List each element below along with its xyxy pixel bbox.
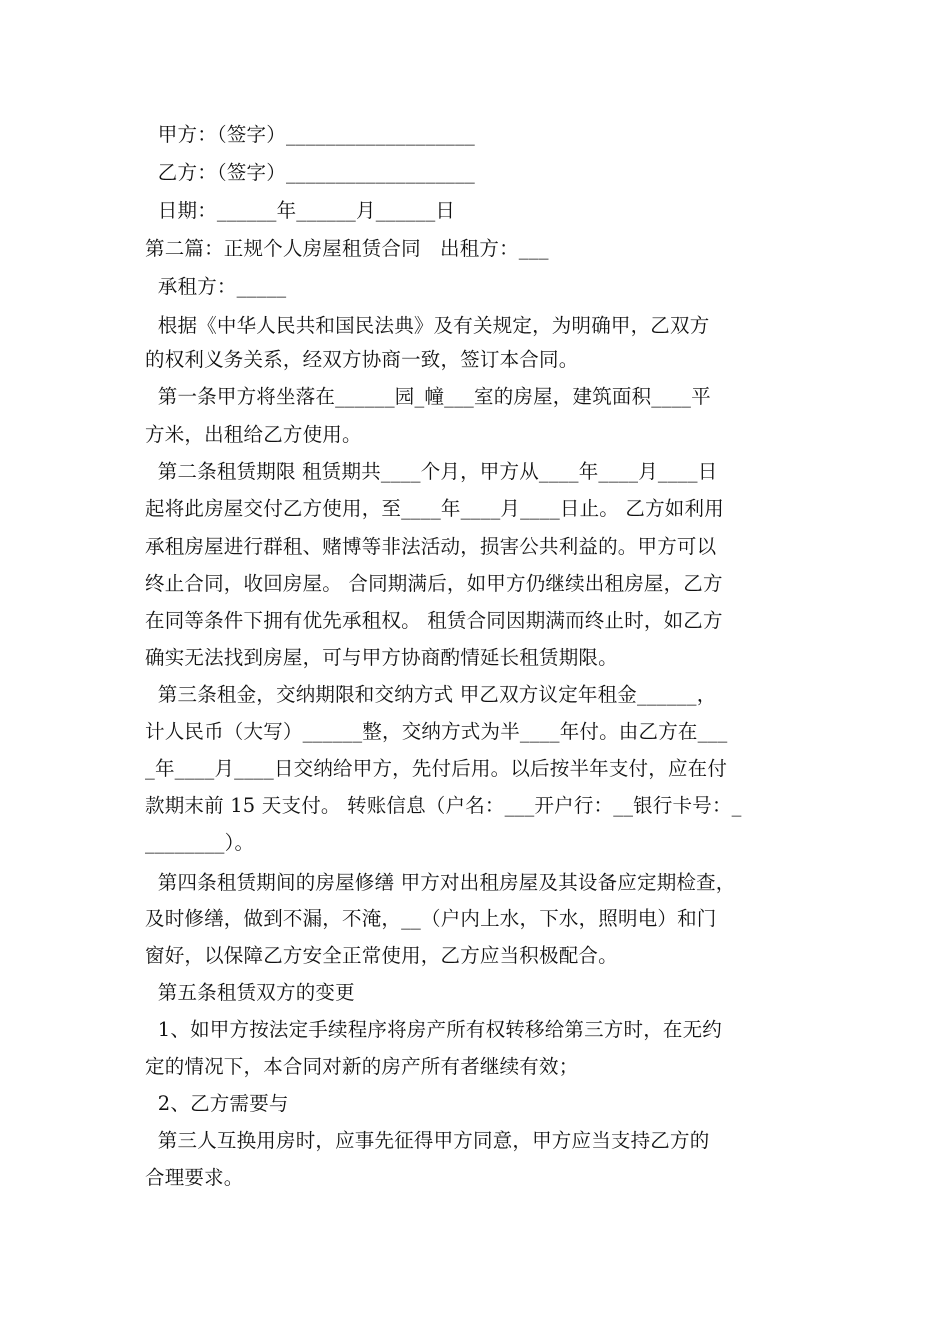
lessee-line: 承租方：_____ [145,275,287,298]
paragraph-line: 窗好，以保障乙方安全正常使用，乙方应当积极配合。 [145,944,618,967]
section-heading-lessor: 第二篇：正规个人房屋租赁合同 出租方：___ [145,237,549,260]
clause-1-line: 1、如甲方按法定手续程序将房产所有权转移给第三方时，在无约 [145,1018,723,1041]
paragraph-line: 终止合同，收回房屋。 合同期满后，如甲方仍继续出租房屋，乙方 [145,572,723,595]
paragraph-line: 定的情况下，本合同对新的房产所有者继续有效； [145,1055,579,1078]
article-3-line: 第三条租金，交纳期限和交纳方式 甲乙双方议定年租金______， [145,683,717,706]
party-a-signature-line: 甲方：（签字）___________________ [145,123,475,146]
paragraph-line: 款期末前 15 天支付。 转账信息（户名：___开户行：__银行卡号：_ [145,794,742,817]
paragraph-line: 及时修缮，做到不漏，不淹，__（户内上水，下水，照明电）和门 [145,907,717,930]
paragraph-line: 确实无法找到房屋，可与甲方协商酌情延长租赁期限。 [145,646,618,669]
paragraph-line: 在同等条件下拥有优先承租权。 租赁合同因期满而终止时，如乙方 [145,609,723,632]
article-2-line: 第二条租赁期限 租赁期共____个月，甲方从____年____月____日 [145,460,718,483]
paragraph-line: 的权利义务关系，经双方协商一致，签订本合同。 [145,348,579,371]
article-5-heading: 第五条租赁双方的变更 [145,981,355,1004]
clause-2-line: 2、乙方需要与 [145,1092,289,1115]
paragraph-line: 合理要求。 [145,1166,244,1189]
paragraph-line: 第三人互换用房时，应事先征得甲方同意，甲方应当支持乙方的 [145,1129,710,1152]
article-1-line: 第一条甲方将坐落在______园_幢___室的房屋，建筑面积____平 [145,385,711,408]
article-4-line: 第四条租赁期间的房屋修缮 甲方对出租房屋及其设备应定期检查， [145,871,736,894]
paragraph-line: 计人民币（大写）______整，交纳方式为半____年付。由乙方在___ [145,720,728,743]
paragraph-line: 起将此房屋交付乙方使用，至____年____月____日止。 乙方如利用 [145,497,724,520]
paragraph-line: 根据《中华人民共和国民法典》及有关规定，为明确甲，乙双方 [145,314,710,337]
paragraph-line: 方米，出租给乙方使用。 [145,423,362,446]
date-line: 日期：______年______月______日 [145,199,456,222]
paragraph-line: _年____月____日交纳给甲方，先付后用。以后按半年支付，应在付 [145,757,728,780]
party-b-signature-line: 乙方：（签字）___________________ [145,161,475,184]
paragraph-line: 承租房屋进行群租、赌博等非法活动，损害公共利益的。甲方可以 [145,535,717,558]
paragraph-line: ________）。 [145,831,255,854]
